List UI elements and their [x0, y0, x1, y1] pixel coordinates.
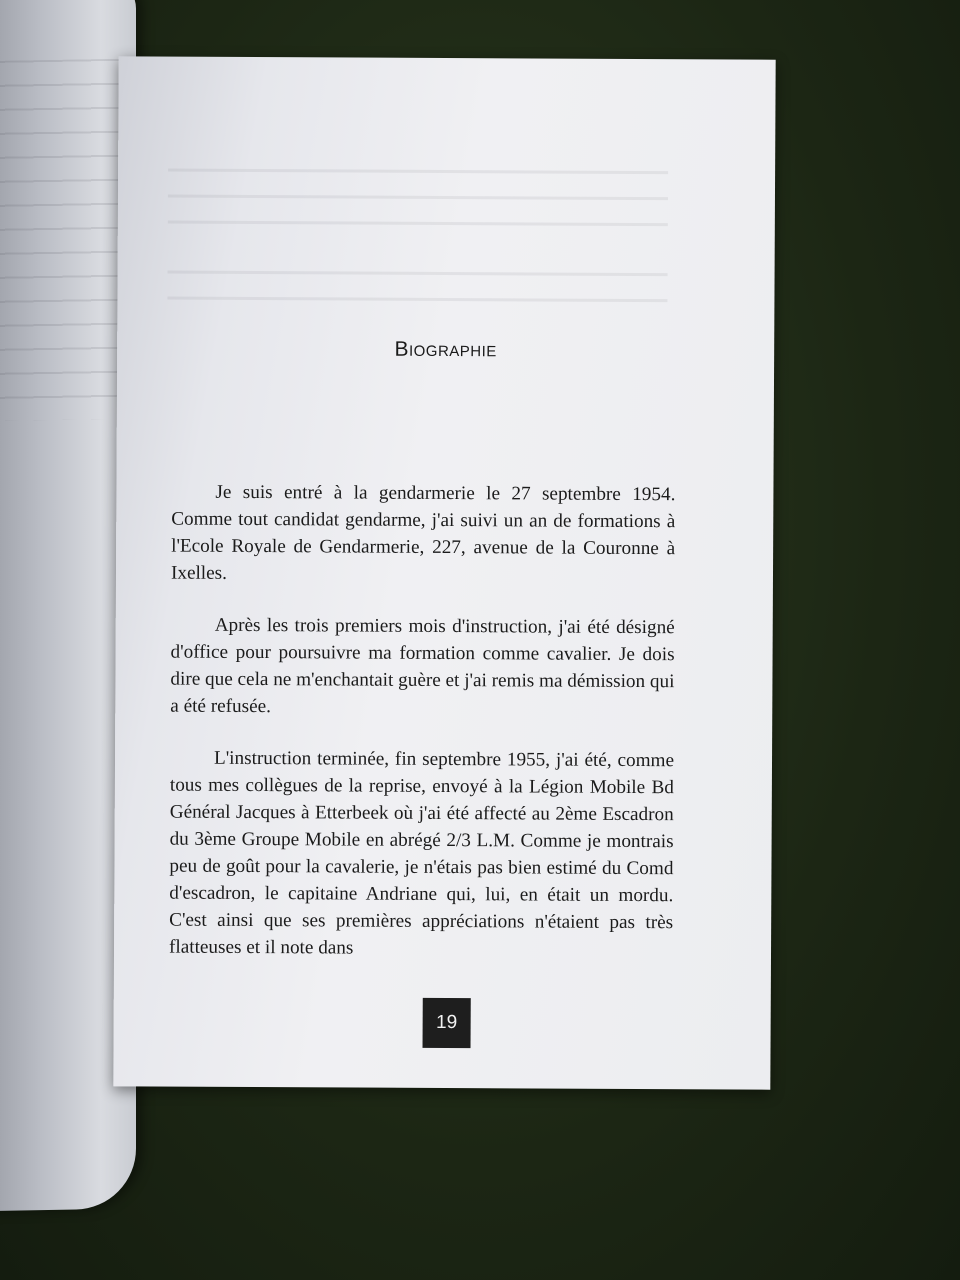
show-through-line — [168, 195, 668, 201]
show-through-line — [168, 271, 668, 277]
show-through-line — [167, 297, 667, 303]
page-number: 19 — [423, 998, 471, 1048]
show-through-line — [168, 169, 668, 175]
paragraph: Après les trois premiers mois d'instruction, j'ai été désigné d'office pour poursuivre ma formation comme cavalier. Je dois dire que cela ne m'enchantait guère et j'ai remis ma démission qui a été refusée. — [170, 614, 675, 718]
book-page — [113, 56, 775, 1089]
paragraph: Je suis entré à la gendarmerie le 27 septembre 1954. Comme tout candidat gendarme, j'ai suivi un an de formations à l'Ecole Royale de Gendarmerie, 227, avenue de la Couronne à Ixelles. — [170, 481, 676, 584]
paragraph: L'instruction terminée, fin septembre 1955, j'ai été, comme tous mes collègues de la reprise, envoyé à la Légion Mobile Bd Général Jacques à Etterbeek où j'ai été affecté au 2ème Escadron du 3ème Groupe Mobile en abrégé 2/3 L.M. Comme je montrais peu de goût pour la cavalerie, je n'étais pas bien estimé du Comd d'escadron, le capitaine Andriane qui, lui, en était un mordu. C'est ainsi que ses premières appréciations n'étaient pas très flatteuses et il note dans — [168, 747, 675, 959]
show-through-line — [168, 221, 668, 227]
left-page-text-ghost — [0, 59, 120, 421]
body-text — [169, 479, 676, 989]
page-heading: Biographie — [394, 337, 497, 362]
